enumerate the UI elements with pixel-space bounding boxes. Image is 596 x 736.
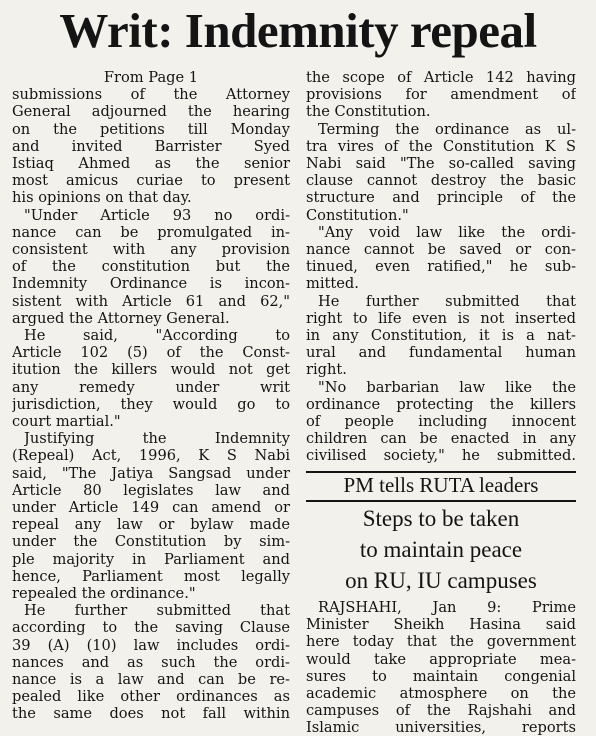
text-line: Indemnity Ordinance is incon- [12, 276, 290, 293]
text-line: (Repeal) Act, 1996, K S Nabi [12, 448, 290, 465]
text-line: "No barbarian law like the [318, 379, 576, 396]
text-line: of the constitution but the [12, 259, 290, 276]
text-line: pealed like other ordinances as [12, 689, 290, 706]
text-line: his opinions on that day. [12, 190, 192, 207]
text-line: Justifying the Indemnity [24, 431, 290, 448]
text-line: clause cannot destroy the basic [306, 173, 576, 190]
text-line: provisions for amendment of [306, 87, 576, 104]
text-line: children can be enacted in any [306, 431, 576, 448]
text-line: sistent with Article 61 and 62," [12, 293, 290, 310]
text-line: jurisdiction, they would go to [12, 396, 290, 413]
text-line: ple majority in Parliament and [12, 551, 290, 568]
text-line: sures to maintain congenial [306, 668, 576, 685]
text-line: ordinance protecting the killers [306, 396, 576, 413]
text-line: "Any void law like the ordi- [318, 224, 576, 241]
text-line: itution the killers would not get [12, 362, 290, 379]
text-line: of people including innocent [306, 414, 576, 430]
text-line: any remedy under writ [12, 379, 290, 396]
text-line: under the Constitution by sim- [12, 534, 290, 551]
text-line: nance is a law and can be re- [12, 672, 290, 688]
text-line: nances and as such the ordi- [12, 654, 290, 671]
sub-headline-line: Steps to be taken [362, 506, 520, 531]
text-line: Islamic universities, reports [306, 720, 576, 736]
text-line: right. [306, 362, 347, 379]
text-line: Istiaq Ahmed as the senior [12, 156, 290, 172]
page-headline: Writ: Indemnity repeal [59, 3, 537, 58]
text-line: submissions of the Attorney [12, 87, 290, 104]
text-line: From Page 1 [103, 70, 199, 86]
text-line: Article 80 legislates law and [12, 482, 290, 499]
text-line: repeal any law or bylaw made [12, 517, 290, 534]
text-line: nance cannot be saved or con- [306, 242, 576, 258]
text-line: said, "The Jatiya Sangsad under [12, 465, 290, 482]
text-line: hence, Parliament most legally [12, 568, 290, 585]
text-line: campuses of the Rajshahi and [306, 703, 576, 720]
sub-headline-line: to maintain peace [359, 537, 523, 562]
text-line: mitted. [306, 276, 359, 293]
text-line: and invited Barrister Syed [12, 138, 290, 155]
text-line: on the petitions till Monday [12, 121, 290, 138]
text-line: the same does not fall within [12, 706, 290, 723]
sub-kicker: PM tells RUTA leaders [343, 473, 539, 497]
text-line: 39 (A) (10) law includes ordi- [12, 637, 290, 654]
text-line: "Under Article 93 no ordi- [24, 207, 290, 224]
text-line: RAJSHAHI, Jan 9: Prime [318, 600, 576, 616]
text-line: General adjourned the hearing [12, 104, 290, 121]
text-line: most amicus curiae to present [12, 173, 290, 190]
text-line: civilised society," he submitted. [306, 448, 576, 465]
text-line: academic atmosphere on the [306, 686, 576, 702]
text-line: consistent with any provision [12, 242, 290, 258]
text-line: court martial." [12, 414, 121, 430]
text-line: He further submitted that [318, 293, 576, 310]
text-line: Constitution." [306, 207, 409, 224]
text-line: Article 102 (5) of the Const- [12, 345, 290, 362]
text-line: tra vires of the Constitution K S [306, 138, 576, 155]
text-line: right to life even is not inserted [306, 310, 576, 327]
text-line: the Constitution. [306, 104, 431, 121]
sub-headline-line: on RU, IU campuses [345, 568, 537, 593]
text-line: argued the Attorney General. [12, 310, 230, 327]
text-line: He said, "According to [24, 328, 290, 344]
text-line: ural and fundamental human [306, 345, 576, 362]
text-line: nance can be promulgated in- [12, 224, 290, 241]
text-line: Nabi said "The so-called saving [306, 156, 576, 172]
text-line: here today that the government [306, 634, 576, 651]
text-line: structure and principle of the [306, 190, 576, 207]
text-line: He further submitted that [24, 603, 290, 620]
text-line: Terming the ordinance as ul- [318, 121, 576, 138]
text-line: the scope of Article 142 having [306, 70, 576, 86]
text-line: would take appropriate mea- [306, 651, 576, 668]
text-line: according to the saving Clause [12, 620, 290, 637]
divider-rule [306, 500, 576, 502]
text-line: repealed the ordinance." [12, 586, 196, 602]
text-line: Minister Sheikh Hasina said [306, 617, 576, 634]
text-line: tinued, even ratified," he sub- [306, 259, 576, 276]
text-line: under Article 149 can amend or [12, 500, 290, 516]
text-line: in any Constitution, it is a nat- [306, 328, 576, 344]
